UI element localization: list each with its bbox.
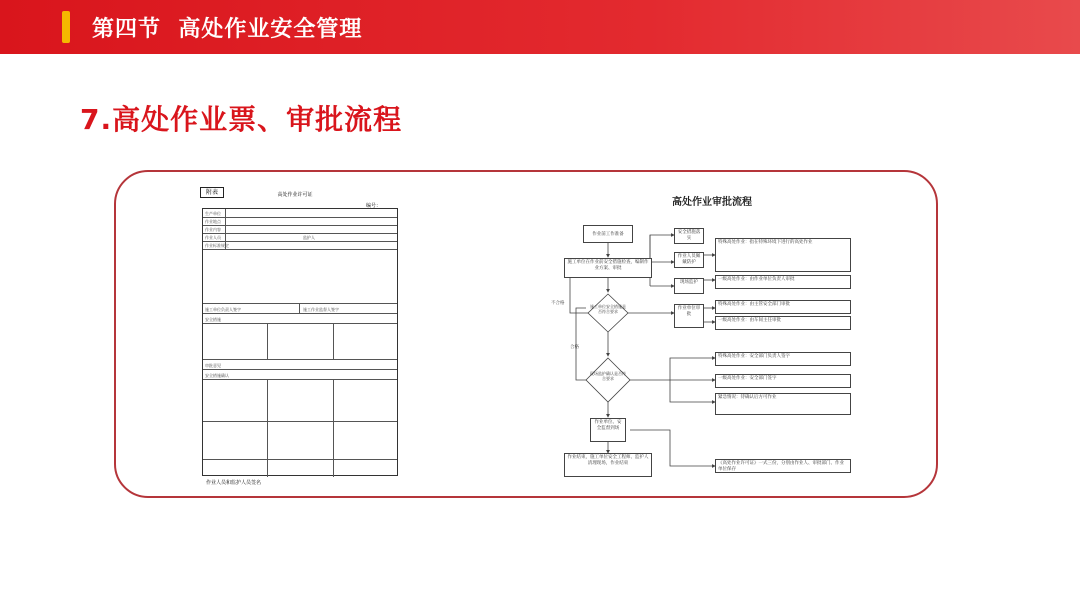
flow-decision-2: 现场监护确认是否符合要求 <box>590 371 626 381</box>
field-approval: 审批意见 <box>205 363 221 368</box>
field-unit: 生产单位 <box>205 211 221 216</box>
field-guardian: 监护人 <box>303 235 315 240</box>
field-standard: 作业标准规定 <box>205 243 229 248</box>
flow-rule-special-sign: 特殊高处作业：安全部门负责人签字 <box>715 352 851 366</box>
permit-form <box>190 183 410 493</box>
flow-node-measures: 安全措施落实 <box>674 228 704 244</box>
flow-rule-special: 特殊高处作业：指在特殊环境下进行的高处作业 <box>715 238 851 272</box>
flow-decision-1: 施工单位安全措施是否符合要求 <box>590 304 626 314</box>
field-safety: 安全措施 <box>205 317 221 322</box>
page-title: 7.高处作业票、审批流程 <box>80 103 403 136</box>
permit-grid <box>202 208 398 476</box>
field-workers: 作业人员 <box>205 235 221 240</box>
header-accent <box>62 11 70 43</box>
flow-start: 作业前工作准备 <box>583 225 633 243</box>
flow-node-review: 作业单位审批 <box>674 304 704 328</box>
flow-rule-emergency: 紧急情况：待确认后方可作业 <box>715 393 851 415</box>
flow-node-monitor: 现场监护 <box>674 278 704 294</box>
flow-rule-special-approve: 特殊高处作业：由主管安全部门审批 <box>715 300 851 314</box>
permit-number-label: 编号： <box>366 203 382 209</box>
permit-footer: 作业人员和监护人员签名 <box>206 480 262 486</box>
flow-rule-level1-sign: 一级高处作业：安全部门签字 <box>715 374 851 388</box>
field-content: 作业内容 <box>205 227 221 232</box>
flow-label-pass: 合格 <box>570 345 579 350</box>
field-confirm: 安全措施确认 <box>205 373 229 378</box>
flow-rule-archive: 《高处作业许可证》一式三份，分别由作业人、审批部门、作业单位保存 <box>715 459 851 473</box>
permit-tag: 附表 <box>200 187 224 198</box>
flow-node-protection: 作业人员佩戴防护 <box>674 252 704 268</box>
field-supervisor-sign: 施工作业监督人签字 <box>303 307 339 312</box>
flow-title: 高处作业审批流程 <box>672 197 752 208</box>
header-title: 第四节 高处作业安全管理 <box>92 17 363 42</box>
flow-step-plan: 施工单位在作业前安全措施检查，编制作业方案、审批 <box>564 258 652 278</box>
field-contractor-sign: 施工单位负责人签字 <box>205 307 241 312</box>
flow-label-fail: 不合格 <box>551 301 565 306</box>
field-location: 作业地点 <box>205 219 221 224</box>
flow-rule-level1-approve: 一级高处作业：由车间主任审批 <box>715 316 851 330</box>
flow-step-execute: 作业单位、安全监督到场 <box>590 418 626 442</box>
permit-title: 高处作业许可证 <box>277 192 313 198</box>
flow-rule-level1: 一级高处作业：由作业单位负责人审批 <box>715 275 851 289</box>
flow-end: 作业结束，施工单位安全工程师、监护人清理现场，作业结束 <box>564 453 652 477</box>
